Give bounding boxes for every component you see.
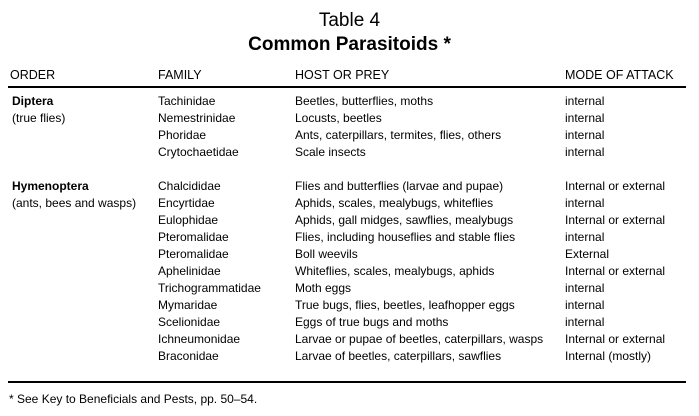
- host-cell: Eggs of true bugs and moths: [295, 315, 449, 329]
- mode-cell: Internal or external: [565, 332, 666, 346]
- mode-cell: internal: [565, 196, 605, 210]
- host-cell: Moth eggs: [295, 281, 352, 295]
- mode-cell: Internal or external: [565, 264, 666, 278]
- mode-cell: External: [565, 247, 610, 261]
- mode-cell: internal: [565, 281, 605, 295]
- footnote: * See Key to Beneficials and Pests, pp. 50–54.: [9, 392, 258, 406]
- host-cell: Larvae of beetles, caterpillars, sawflies: [295, 349, 502, 363]
- family-cell: Chalcididae: [158, 179, 221, 193]
- family-cell: Aphelinidae: [158, 264, 221, 278]
- table-subtitle: Common Parasitoids *: [248, 34, 451, 55]
- mode-cell: internal: [565, 111, 605, 125]
- order-note: (true flies): [12, 111, 66, 125]
- host-cell: Larvae or pupae of beetles, caterpillars, wasps: [295, 332, 544, 346]
- column-header-order: ORDER: [10, 68, 56, 82]
- footer-rule: [8, 381, 686, 383]
- column-header-family: FAMILY: [158, 68, 202, 82]
- mode-cell: internal: [565, 145, 605, 159]
- family-cell: Encyrtidae: [158, 196, 215, 210]
- order-note: (ants, bees and wasps): [12, 196, 137, 210]
- family-cell: Braconidae: [158, 349, 219, 363]
- mode-cell: internal: [565, 298, 605, 312]
- family-cell: Eulophidae: [158, 213, 219, 227]
- host-cell: Ants, caterpillars, termites, flies, others: [295, 128, 502, 142]
- family-cell: Pteromalidae: [158, 247, 229, 261]
- family-cell: Scelionidae: [158, 315, 221, 329]
- family-cell: Ichneumonidae: [158, 332, 241, 346]
- family-cell: Crytochaetidae: [158, 145, 239, 159]
- host-cell: Flies, including houseflies and stable flies: [295, 230, 516, 244]
- header-rule: [8, 86, 686, 88]
- mode-cell: Internal or external: [565, 179, 666, 193]
- mode-cell: internal: [565, 94, 605, 108]
- host-cell: Aphids, scales, mealybugs, whiteflies: [295, 196, 494, 210]
- host-cell: Boll weevils: [295, 247, 358, 261]
- mode-cell: Internal or external: [565, 213, 666, 227]
- host-cell: Whiteflies, scales, mealybugs, aphids: [295, 264, 495, 278]
- mode-cell: Internal (mostly): [565, 349, 652, 363]
- order-name: Diptera: [12, 94, 54, 108]
- host-cell: Scale insects: [295, 145, 366, 159]
- mode-cell: internal: [565, 128, 605, 142]
- family-cell: Phoridae: [158, 128, 207, 142]
- family-cell: Trichogrammatidae: [158, 281, 261, 295]
- host-cell: Flies and butterflies (larvae and pupae): [295, 179, 504, 193]
- host-cell: Beetles, butterflies, moths: [295, 94, 434, 108]
- mode-cell: internal: [565, 230, 605, 244]
- host-cell: Aphids, gall midges, sawflies, mealybugs: [295, 213, 514, 227]
- column-header-mode: MODE OF ATTACK: [565, 68, 674, 82]
- family-cell: Tachinidae: [158, 94, 216, 108]
- column-header-host: HOST OR PREY: [295, 68, 390, 82]
- mode-cell: internal: [565, 315, 605, 329]
- order-name: Hymenoptera: [12, 179, 89, 193]
- family-cell: Mymaridae: [158, 298, 218, 312]
- host-cell: Locusts, beetles: [295, 111, 382, 125]
- family-cell: Nemestrinidae: [158, 111, 236, 125]
- table-title: Table 4: [318, 10, 381, 31]
- host-cell: True bugs, flies, beetles, leafhopper eggs: [295, 298, 515, 312]
- family-cell: Pteromalidae: [158, 230, 229, 244]
